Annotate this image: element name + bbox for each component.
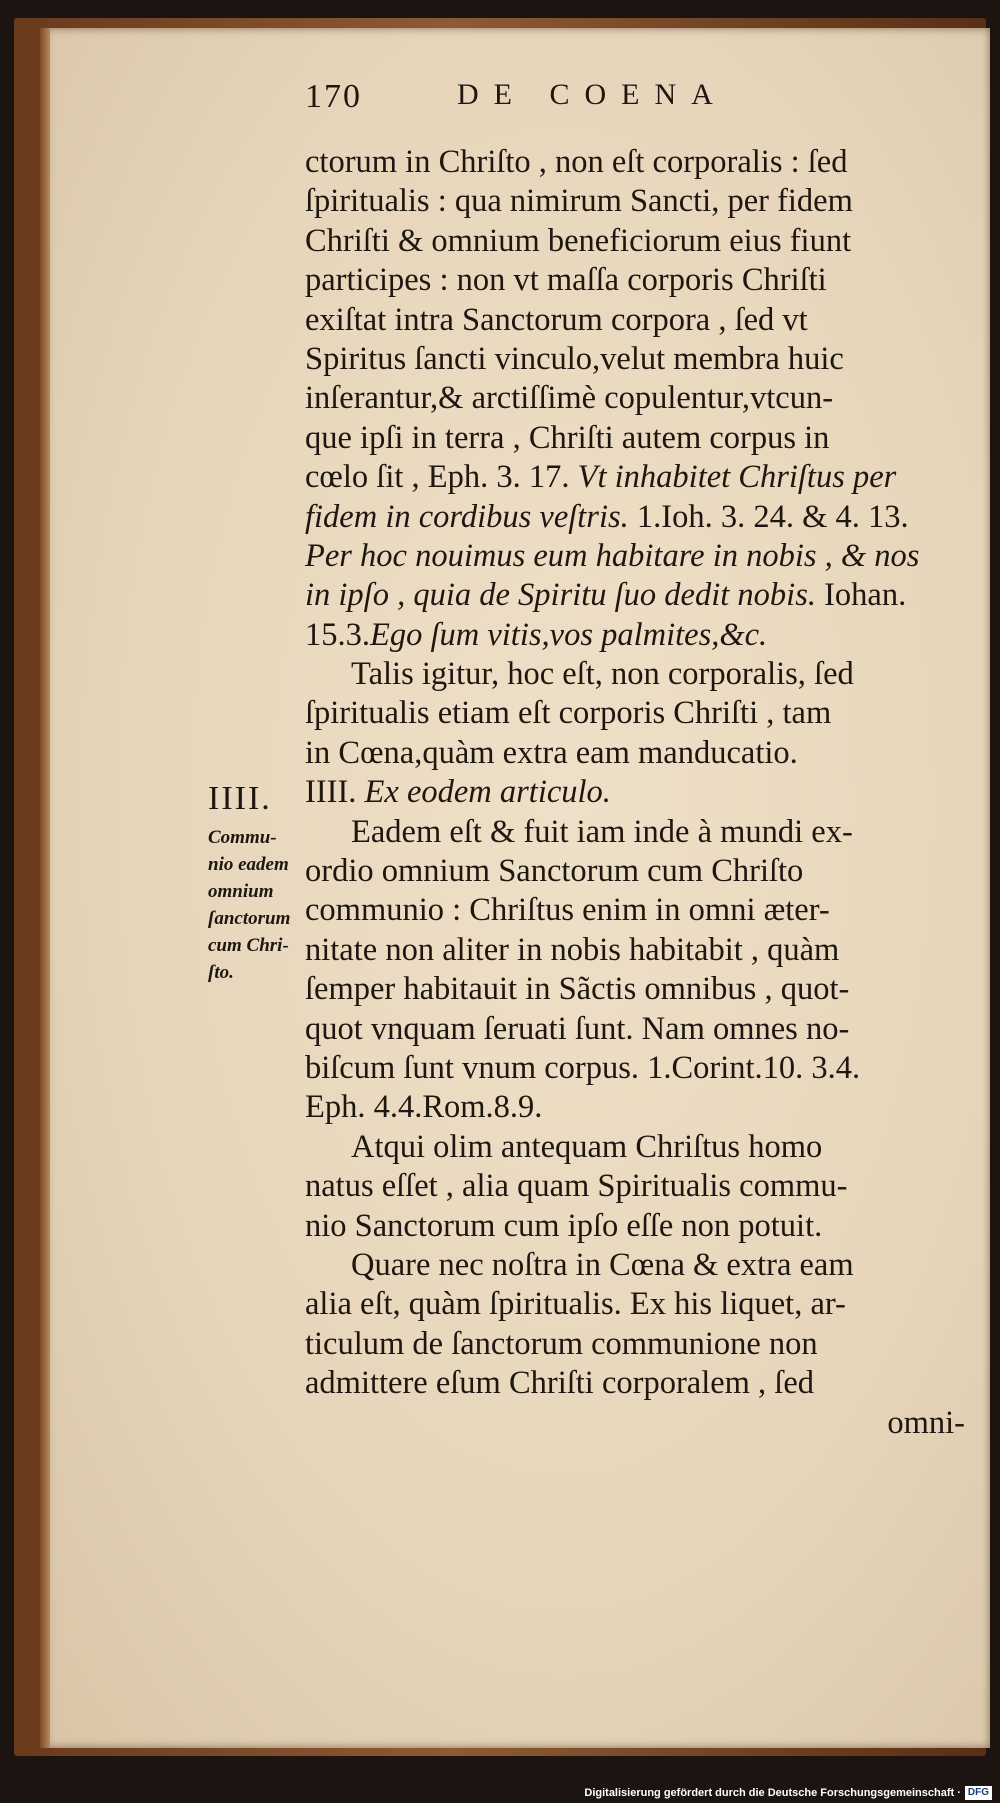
text-line: ordio omnium Sanctorum cum Chriſto bbox=[305, 853, 804, 890]
text-line: alia eſt, quàm ſpiritualis. Ex his liquet, ar- bbox=[305, 1286, 846, 1323]
text-line bbox=[305, 576, 965, 615]
text-line: exiſtat intra Sanctorum corpora , ſed vt bbox=[305, 301, 808, 338]
page-spine bbox=[40, 28, 50, 1748]
marginal-note-line: Commu- bbox=[208, 827, 277, 848]
text-line: que ipſi in terra , Chriſti autem corpus in bbox=[305, 419, 830, 456]
digitization-credit-text: Digitalisierung gefördert durch die Deutsche Forschungsgemeinschaft · bbox=[584, 1787, 961, 1799]
marginal-note-line: ſto. bbox=[208, 962, 234, 983]
text-line: Spiritus ſancti vinculo,velut membra huic bbox=[305, 340, 844, 377]
digitization-credit bbox=[578, 1783, 992, 1803]
marginal-note-line: nio eadem bbox=[208, 854, 289, 875]
section-heading bbox=[305, 773, 965, 812]
text-line: inſerantur,& arctiſſimè copulentur,vtcun- bbox=[305, 380, 834, 417]
text-line: biſcum ſunt vnum corpus. 1.Corint.10. 3.4. bbox=[305, 1049, 861, 1086]
text-line: Atqui olim antequam Chriſtus homo bbox=[351, 1128, 823, 1165]
text-line: admittere eſum Chriſti corporalem , ſed bbox=[305, 1365, 815, 1402]
page-header bbox=[305, 78, 965, 138]
marginal-note-line: omnium bbox=[208, 881, 274, 902]
scripture-quote: Vt inhabitet Chriſtus per bbox=[577, 459, 897, 496]
text-line: quot vnquam ſeruati ſunt. Nam omnes no- bbox=[305, 1010, 850, 1047]
text-line: Chriſti & omnium beneficiorum eius fiunt bbox=[305, 222, 852, 259]
text-line: Eph. 4.4.Rom.8.9. bbox=[305, 1089, 543, 1126]
text-line: Eadem eſt & fuit iam inde à mundi ex- bbox=[351, 813, 853, 850]
text-line: participes : non vt maſſa corporis Chriſti bbox=[305, 262, 827, 299]
catchword: omni- bbox=[887, 1404, 965, 1441]
text-line: ſemper habitauit in Sãctis omnibus , quot- bbox=[305, 971, 850, 1008]
marginal-note-line: ſanctorum bbox=[208, 908, 291, 929]
text-line: ticulum de ſanctorum communione non bbox=[305, 1325, 818, 1362]
text-line: ctorum in Chriſto , non eſt corporalis : ſed bbox=[305, 144, 848, 180]
text-line bbox=[305, 616, 965, 655]
running-head: DE COENA bbox=[457, 78, 728, 111]
text-line: ſpiritualis etiam eſt corporis Chriſti , tam bbox=[305, 695, 832, 732]
text-line: ſpiritualis : qua nimirum Sancti, per fidem bbox=[305, 183, 853, 220]
text-line bbox=[305, 458, 965, 497]
text-line: nio Sanctorum cum ipſo eſſe non potuit. bbox=[305, 1207, 823, 1244]
body-text bbox=[305, 143, 965, 1443]
section-number: IIII. bbox=[208, 780, 272, 817]
text-line: in Cœna,quàm extra eam manducatio. bbox=[305, 734, 798, 771]
scripture-quote: Ego ſum vitis,vos palmites,&c. bbox=[370, 616, 768, 653]
dfg-logo: DFG bbox=[965, 1786, 992, 1800]
marginal-note-line: cum Chri- bbox=[208, 935, 289, 956]
scripture-quote: fidem in cordibus veſtris. bbox=[305, 498, 629, 535]
text-segment: cœlo ſit , Eph. 3. 17. bbox=[305, 459, 570, 496]
section-heading-number: IIII. bbox=[305, 774, 357, 811]
section-heading-title: Ex eodem articulo. bbox=[364, 774, 611, 811]
text-line: Quare nec noſtra in Cœna & extra eam bbox=[351, 1246, 854, 1283]
text-line bbox=[305, 498, 965, 537]
text-line: nitate non aliter in nobis habitabit , quàm bbox=[305, 931, 840, 968]
text-line: communio : Chriſtus enim in omni æter- bbox=[305, 892, 830, 929]
text-segment: 1.Ioh. 3. 24. & 4. 13. bbox=[636, 498, 909, 535]
scripture-quote: in ipſo , quia de Spiritu ſuo dedit nobis. bbox=[305, 577, 816, 614]
page-number: 170 bbox=[305, 78, 362, 115]
scripture-quote: Per hoc nouimus eum habitare in nobis , & nos bbox=[305, 537, 920, 574]
text-segment: Iohan. bbox=[824, 577, 907, 614]
text-segment: 15.3. bbox=[305, 616, 370, 653]
text-line: Talis igitur, hoc eſt, non corporalis, ſed bbox=[351, 656, 854, 693]
text-line: natus eſſet , alia quam Spiritualis commu- bbox=[305, 1168, 848, 1205]
